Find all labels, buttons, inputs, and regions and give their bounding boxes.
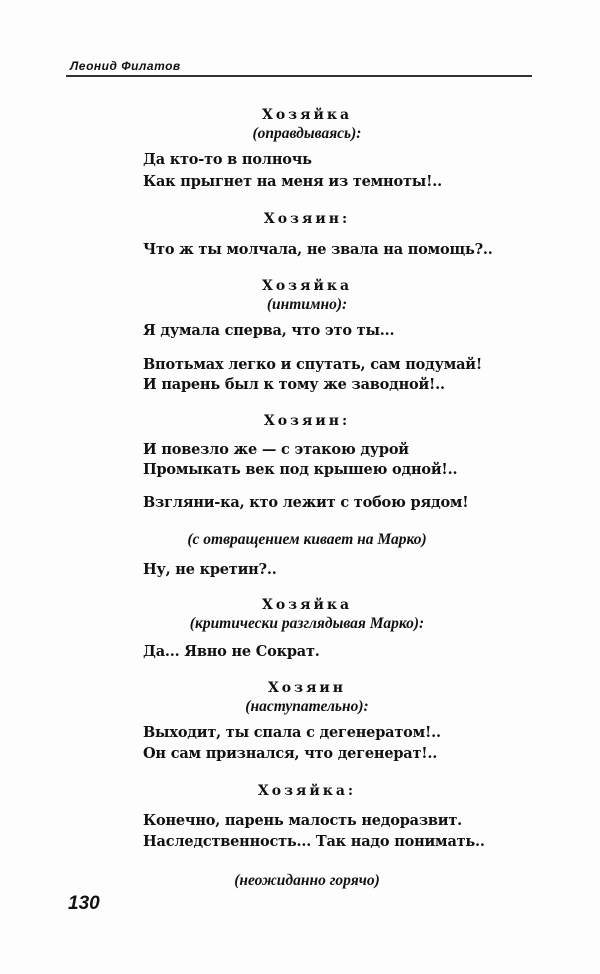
speaker-name: Хозяин: — [263, 413, 351, 429]
dialogue-line: Выходит, ты спала с дегенератом!.. — [143, 724, 441, 741]
dialogue-line: Наследственность... Так надо понимать.. — [143, 833, 485, 850]
dialogue-line: Конечно, парень малость недоразвит. — [143, 812, 462, 829]
dialogue-line: И парень был к тому же заводной!.. — [143, 376, 445, 393]
dialogue-line: Промыкать век под крышею одной!.. — [143, 461, 458, 478]
speaker-name: Хозяйка: — [257, 783, 357, 799]
page-number: 130 — [68, 893, 100, 914]
dialogue-line: Да кто-то в полночь — [143, 151, 312, 168]
stage-direction: (неожиданно горячо) — [234, 872, 380, 889]
dialogue-line: Ну, не кретин?.. — [143, 561, 277, 578]
stage-direction: (оправдываясь): — [252, 125, 362, 142]
dialogue-line: Он сам признался, что дегенерат!.. — [143, 745, 438, 762]
stage-direction: (с отвращением кивает на Марко) — [187, 531, 427, 548]
stage-direction: (интимно): — [266, 296, 348, 313]
running-header-author: Леонид Филатов — [70, 59, 181, 73]
stage-direction: (критически разглядывая Марко): — [189, 615, 425, 632]
dialogue-line: Как прыгнет на меня из темноты!.. — [143, 173, 442, 190]
dialogue-line: Я думала сперва, что это ты... — [143, 322, 395, 339]
dialogue-line: Да... Явно не Сократ. — [143, 643, 320, 660]
header-rule — [66, 75, 532, 77]
dialogue-line: Взгляни-ка, кто лежит с тобою рядом! — [143, 494, 469, 511]
dialogue-line: Впотьмах легко и спутать, сам подумай! — [143, 356, 483, 373]
speaker-name: Хозяйка — [261, 278, 353, 294]
speaker-name: Хозяйка — [261, 597, 353, 613]
dialogue-line: Что ж ты молчала, не звала на помощь?.. — [143, 241, 493, 258]
dialogue-line: И повезло же — с этакою дурой — [143, 441, 409, 458]
speaker-name: Хозяин: — [263, 211, 351, 227]
speaker-name: Хозяйка — [261, 107, 353, 123]
speaker-name: Хозяин — [267, 680, 347, 696]
stage-direction: (наступательно): — [245, 698, 369, 715]
